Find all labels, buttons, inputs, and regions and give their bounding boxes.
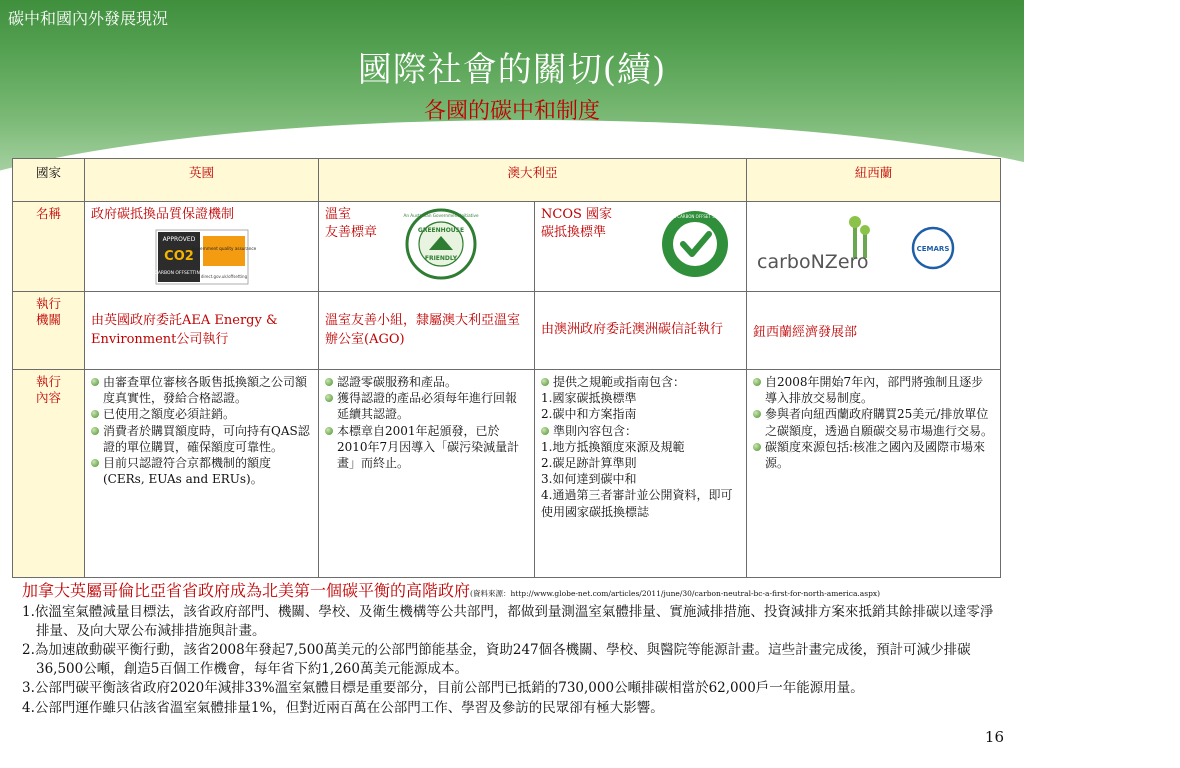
au-ncos-name-text: NCOS 國家 碳抵換標準 bbox=[541, 207, 613, 241]
au-greenhouse-name-text: 溫室 友善標章 bbox=[325, 207, 378, 241]
list-item: 消費者於購買額度時，可向持有QAS認證的單位購買，確保額度可靠性。 bbox=[91, 423, 312, 455]
list-item: 已使用之額度必須註銷。 bbox=[91, 406, 312, 422]
list-item: 提供之規範或指南包含： bbox=[541, 374, 740, 390]
table-row-name bbox=[13, 202, 1001, 292]
page-number: 16 bbox=[984, 728, 1004, 746]
uk-content-list bbox=[91, 374, 312, 487]
table-row-agency bbox=[13, 292, 1001, 370]
row-label-name: 名稱 bbox=[13, 202, 85, 292]
carbonzero-logo bbox=[753, 210, 959, 286]
row-label-agency: 執行 機關 bbox=[13, 292, 85, 370]
list-item: 參與者向紐西蘭政府購買25美元/排放單位之碳額度，透過自願碳交易市場進行交易。 bbox=[753, 406, 994, 438]
cell-uk-name bbox=[85, 202, 319, 292]
au-ncos-content-list bbox=[541, 374, 740, 520]
list-item: 2.碳足跡計算準則 bbox=[541, 455, 637, 470]
uk-logo-approved: APPROVED bbox=[162, 236, 195, 244]
cell-nz-agency: 鈕西蘭經濟發展部 bbox=[747, 292, 1001, 370]
list-item: 由審查單位審核各販售抵換額之公司額度真實性，發給合格認證。 bbox=[91, 374, 312, 406]
list-item: 4.通過第三者審計並公開資料，即可使用國家碳抵換標誌 bbox=[541, 488, 733, 519]
cell-uk-agency: 由英國政府委託AEA Energy & Environment公司執行 bbox=[85, 292, 319, 370]
cemars-text: CEMARS bbox=[916, 245, 950, 253]
uk-quality-assurance-logo bbox=[154, 230, 256, 284]
comparison-table bbox=[12, 158, 1001, 578]
note-item-3: 3.公部門碳平衡該省政府2020年減排33%溫室氣體目標是重要部分，目前公部門已抵銷的730,000公噸排碳相當於62,000戶一年能源用量。 bbox=[22, 680, 864, 697]
greenhouse-friendly: FRIENDLY bbox=[424, 255, 458, 262]
header-new-zealand: 紐西蘭 bbox=[747, 159, 1001, 202]
notes-section bbox=[22, 580, 997, 718]
list-item: 1.地方抵換額度來源及規範 bbox=[541, 439, 685, 454]
header-australia: 澳大利亞 bbox=[319, 159, 747, 202]
list-item: 2.碳中和方案指南 bbox=[541, 407, 637, 422]
cell-nz-content bbox=[747, 370, 1001, 578]
page-title: 國際社會的關切(續) bbox=[357, 50, 667, 90]
list-item: 3.如何達到碳中和 bbox=[541, 472, 637, 487]
section-label: 碳中和國內外發展現況 bbox=[8, 9, 169, 28]
greenhouse-name: GREENHOUSE bbox=[417, 227, 465, 234]
list-item: 自2008年開始7年內，部門將強制且逐步導入排放交易制度。 bbox=[753, 374, 994, 406]
note-item-2: 2.為加速啟動碳平衡行動，該省2008年發起7,500萬美元的公部門節能基金，資助247個各機關、學校、與醫院等能源計畫。這些計畫完成後，預計可減少排碳36,500公噸，創造5百個工作機會，每年省下約1,260萬美元能源成本。 bbox=[22, 642, 971, 678]
notes-heading bbox=[22, 580, 997, 603]
ncos-logo bbox=[655, 206, 735, 282]
page-subtitle: 各國的碳中和制度 bbox=[423, 99, 600, 124]
header-uk: 英國 bbox=[85, 159, 319, 202]
ncos-ring-text: NATIONAL CARBON OFFSET STANDARD bbox=[655, 214, 735, 219]
au-greenhouse-content-list bbox=[325, 374, 528, 471]
list-item: 認證零碳服務和產品。 bbox=[325, 374, 528, 390]
uk-logo-bottom: CARBON OFFSETTING bbox=[154, 271, 203, 277]
notes-source: (資料來源：http://www.globe-net.com/articles/2011/june/30/carbon-neutral-bc-a-first-for-north-america.aspx) bbox=[470, 589, 881, 598]
cell-uk-content bbox=[85, 370, 319, 578]
cell-au-greenhouse-content bbox=[319, 370, 535, 578]
list-item: 目前只認證符合京都機制的額度(CERs, EUAs and ERUs)。 bbox=[91, 455, 312, 487]
cell-au-greenhouse-name bbox=[319, 202, 535, 292]
list-item: 準則內容包含： bbox=[541, 423, 740, 439]
table-row-content bbox=[13, 370, 1001, 578]
list-item: 獲得認證的產品必須每年進行回報延續其認證。 bbox=[325, 390, 528, 422]
list-item: 本標章自2001年起頒發，已於2010年7月因導入「碳污染減量計畫」而終止。 bbox=[325, 423, 528, 472]
row-label-content: 執行 內容 bbox=[13, 370, 85, 578]
carbonzero-text: carboNZero bbox=[757, 251, 869, 273]
cell-au-ncos-name bbox=[535, 202, 747, 292]
cell-au-ncos-agency: 由澳洲政府委託澳洲碳信託執行 bbox=[535, 292, 747, 370]
header-country: 國家 bbox=[13, 159, 85, 202]
uk-name-text: 政府碳抵換品質保證機制 bbox=[91, 207, 235, 222]
nz-content-list bbox=[753, 374, 994, 471]
uk-logo-url: direct.gov.uk/offsetting bbox=[200, 274, 247, 280]
uk-logo-right: Government quality assurance bbox=[191, 246, 256, 252]
header-band bbox=[0, 0, 1024, 175]
greenhouse-friendly-logo bbox=[401, 206, 481, 282]
cell-nz-name bbox=[747, 202, 1001, 292]
list-item: 碳額度來源包括:核准之國內及國際市場來源。 bbox=[753, 439, 994, 471]
cell-au-ncos-content bbox=[535, 370, 747, 578]
table-header-row bbox=[13, 159, 1001, 202]
uk-logo-co2: CO2 bbox=[163, 249, 194, 265]
cell-au-greenhouse-agency: 溫室友善小組，隸屬澳大利亞溫室辦公室(AGO) bbox=[319, 292, 535, 370]
note-item-1: 1.依溫室氣體減量目標法，該省政府部門、機關、學校、及衛生機構等公共部門，都做到量測溫室氣體排量、實施減排措施、投資減排方案來抵銷其餘排碳以達零淨排量、及向大眾公布減排措施與計畫。 bbox=[22, 603, 994, 639]
greenhouse-ring-text: An Australian Government Initiative bbox=[403, 213, 479, 218]
note-item-4: 4.公部門運作雖只佔該省溫室氣體排量1%，但對近兩百萬在公部門工作、學習及參訪的民眾卻有極大影響。 bbox=[22, 699, 664, 716]
list-item: 1.國家碳抵換標準 bbox=[541, 391, 637, 406]
notes-title: 加拿大英屬哥倫比亞省省政府成為北美第一個碳平衡的高階政府 bbox=[22, 581, 471, 600]
